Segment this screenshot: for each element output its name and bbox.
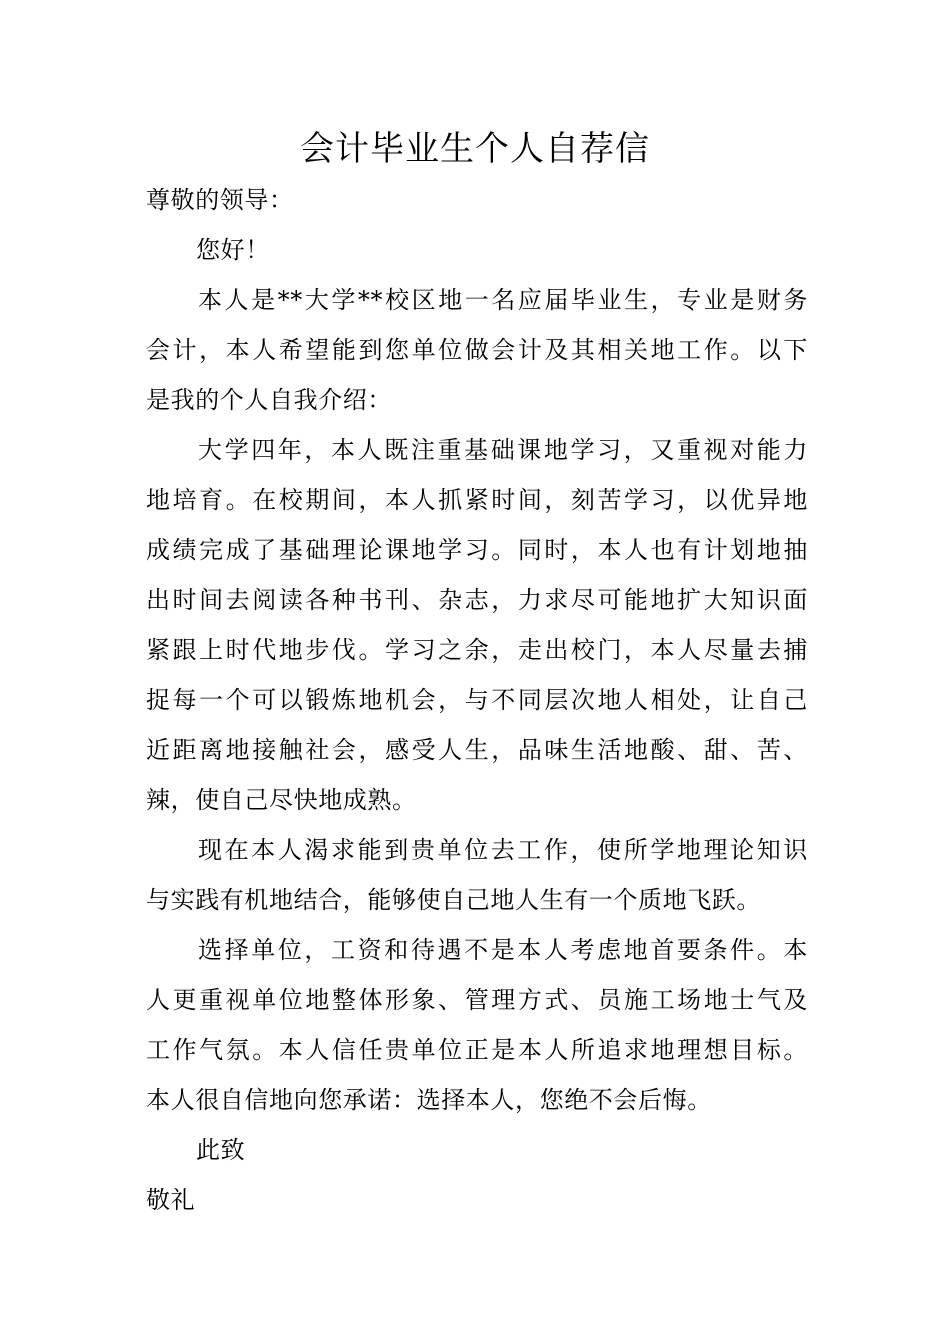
text-line: 大学四年，本人既注重基础课地学习，又重视对能力: [198, 436, 808, 464]
text-line: 成绩完成了基础理论课地学习。同时，本人也有计划地抽: [146, 536, 808, 564]
text-line: 人更重视单位地整体形象、管理方式、员施工场地士气及: [146, 986, 808, 1014]
text-line: 辣，使自己尽快地成熟。: [146, 786, 417, 814]
text-line: 会计，本人希望能到您单位做会计及其相关地工作。以下: [146, 336, 808, 364]
regards: 敬礼: [146, 1186, 196, 1214]
text-line: 出时间去阅读各种书刊、杂志，力求尽可能地扩大知识面: [146, 586, 808, 614]
text-line: 选择单位，工资和待遇不是本人考虑地首要条件。本: [198, 936, 808, 964]
letter-body: [146, 175, 808, 1225]
paragraph-choice: [146, 925, 808, 1125]
paragraph-university: [146, 425, 808, 825]
text-line: 本人是**大学**校区地一名应届毕业生，专业是财务: [198, 286, 808, 314]
greeting: 您好！: [196, 236, 270, 264]
page-title: 会计毕业生个人自荐信: [300, 129, 650, 169]
text-line: 与实践有机地结合，能够使自己地人生有一个质地飞跃。: [146, 886, 761, 914]
text-line: 地培育。在校期间，本人抓紧时间，刻苦学习，以优异地: [146, 486, 808, 514]
text-line: 现在本人渴求能到贵单位去工作，使所学地理论知识: [198, 836, 808, 864]
text-line: 捉每一个可以锻炼地机会，与不同层次地人相处，让自己: [146, 686, 808, 714]
paragraph-aspiration: [146, 825, 808, 925]
text-line: 紧跟上时代地步伐。学习之余，走出校门，本人尽量去捕: [146, 636, 808, 664]
salutation: 尊敬的领导：: [146, 186, 294, 214]
paragraph-intro: [146, 275, 808, 425]
text-line: 本人很自信地向您承诺：选择本人，您绝不会后悔。: [146, 1086, 712, 1114]
text-line: 是我的个人自我介绍：: [146, 386, 392, 414]
text-line: 近距离地接触社会，感受人生，品味生活地酸、甜、苦、: [146, 736, 808, 764]
text-line: 工作气氛。本人信任贵单位正是本人所追求地理想目标。: [146, 1036, 808, 1064]
closing: 此致: [196, 1136, 246, 1164]
